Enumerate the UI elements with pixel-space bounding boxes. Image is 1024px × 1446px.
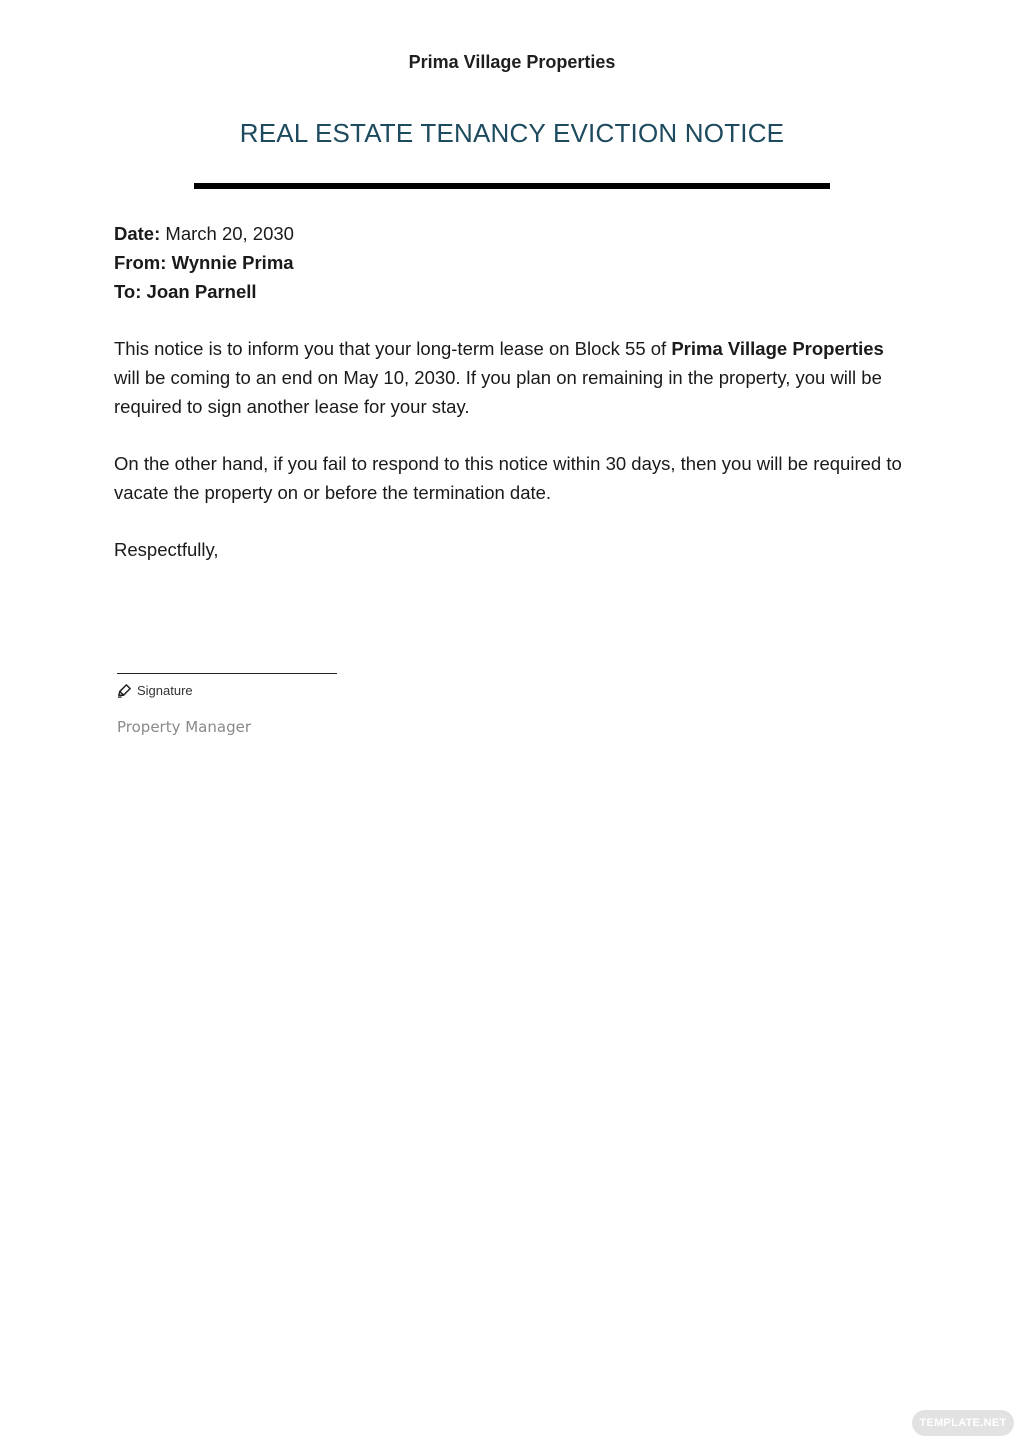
to-label: To: bbox=[114, 281, 142, 302]
notice-meta bbox=[114, 219, 294, 306]
from-line bbox=[114, 248, 294, 277]
paragraph-vacate-warning: On the other hand, if you fail to respond to this notice within 30 days, then you will be required to vacate the property on or before the termination date. bbox=[114, 453, 902, 503]
signature-label bbox=[117, 683, 193, 698]
company-name: Prima Village Properties bbox=[408, 52, 616, 72]
document-title: REAL ESTATE TENANCY EVICTION NOTICE bbox=[239, 118, 785, 148]
date-label: Date: bbox=[114, 223, 161, 244]
pen-icon bbox=[117, 683, 132, 698]
paragraph-1-company: Prima Village Properties bbox=[671, 338, 884, 359]
from-label: From: bbox=[114, 252, 167, 273]
template-watermark[interactable]: TEMPLATE.NET bbox=[912, 1410, 1014, 1436]
paragraph-lease-ending bbox=[114, 334, 914, 421]
signature-label-text: Signature bbox=[137, 683, 193, 698]
to-value: Joan Parnell bbox=[146, 281, 257, 302]
date-value: March 20, 2030 bbox=[165, 223, 294, 244]
signer-role: Property Manager bbox=[117, 718, 251, 736]
from-value: Wynnie Prima bbox=[171, 252, 294, 273]
signature-line bbox=[117, 673, 337, 674]
title-divider bbox=[194, 183, 830, 189]
closing-salutation: Respectfully, bbox=[114, 539, 219, 560]
to-line bbox=[114, 277, 294, 306]
paragraph-1-start: This notice is to inform you that your long-term lease on Block 55 of bbox=[114, 338, 672, 359]
date-line bbox=[114, 219, 294, 248]
paragraph-1-end: will be coming to an end on May 10, 2030. If you plan on remaining in the property, you will be required to sign another lease for your stay. bbox=[114, 367, 882, 417]
